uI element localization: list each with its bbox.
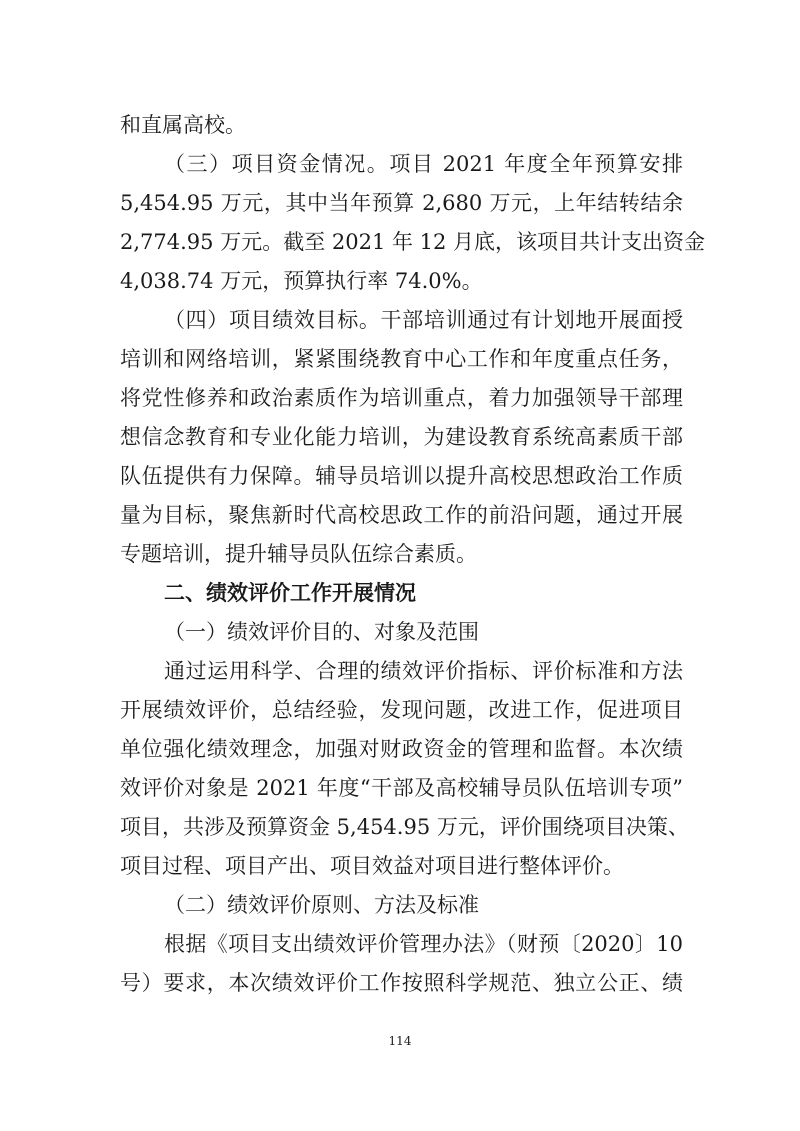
paragraph-goals-line: （四）项目绩效目标。干部培训通过有计划地开展面授: [164, 308, 683, 332]
page-number: 114: [388, 1034, 412, 1048]
text-line: 项目，共涉及预算资金 5,454.95 万元，评价围绕项目决策、: [120, 815, 689, 839]
subsection-heading: （一）绩效评价目的、对象及范围: [164, 620, 479, 644]
text-line: 和直属高校。: [120, 113, 246, 137]
paragraph-funding-line: （三）项目资金情况。项目 2021 年度全年预算安排: [164, 152, 683, 176]
text-line: 队伍提供有力保障。辅导员培训以提升高校思想政治工作质: [120, 464, 683, 488]
text-line: 项目过程、项目产出、项目效益对项目进行整体评价。: [120, 854, 624, 878]
text-line: 将党性修养和政治素质作为培训重点，着力加强领导干部理: [120, 386, 683, 410]
subsection-heading: （二）绩效评价原则、方法及标准: [164, 893, 479, 917]
text-line: 5,454.95 万元，其中当年预算 2,680 万元，上年结转结余: [120, 191, 683, 215]
section-heading: 二、绩效评价工作开展情况: [164, 581, 416, 605]
text-line: 开展绩效评价，总结经验，发现问题，改进工作，促进项目: [120, 698, 683, 722]
text-line: 专题培训，提升辅导员队伍综合素质。: [120, 542, 477, 566]
text-line: 4,038.74 万元，预算执行率 74.0%。: [120, 269, 483, 293]
paragraph-basis-line: 根据《项目支出绩效评价管理办法》（财预〔2020〕10: [164, 932, 683, 956]
text-line: 效评价对象是 2021 年度“干部及高校辅导员队伍培训专项”: [120, 776, 683, 800]
text-line: 2,774.95 万元。截至 2021 年 12 月底，该项目共计支出资金: [120, 230, 706, 254]
text-line: 号）要求，本次绩效评价工作按照科学规范、独立公正、绩: [120, 971, 683, 995]
paragraph-purpose-line: 通过运用科学、合理的绩效评价指标、评价标准和方法: [164, 659, 683, 683]
text-line: 单位强化绩效理念，加强对财政资金的管理和监督。本次绩: [120, 737, 683, 761]
text-line: 量为目标，聚焦新时代高校思政工作的前沿问题，通过开展: [120, 503, 683, 527]
text-line: 想信念教育和专业化能力培训，为建设教育系统高素质干部: [120, 425, 683, 449]
text-line: 培训和网络培训，紧紧围绕教育中心工作和年度重点任务，: [120, 347, 683, 371]
